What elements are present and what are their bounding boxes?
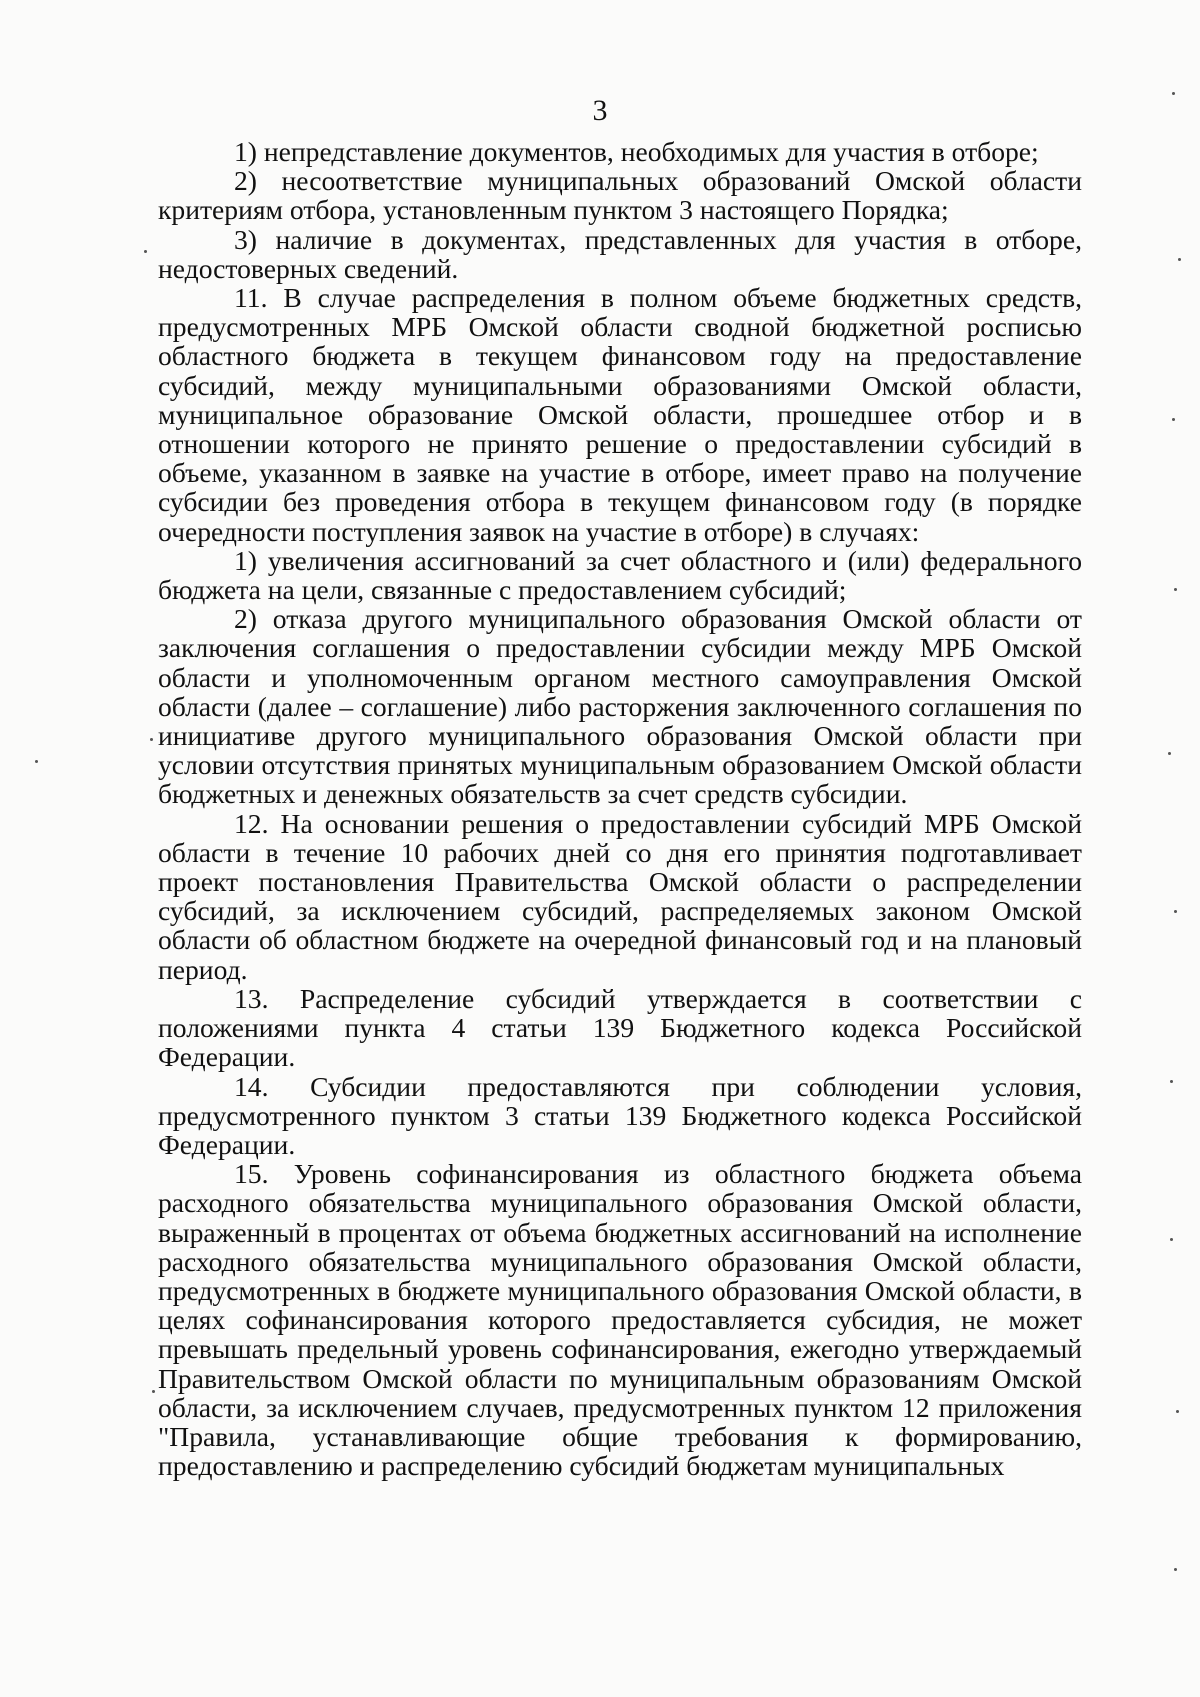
scan-speck (144, 250, 147, 253)
scan-speck (1170, 1080, 1173, 1083)
scan-speck (1174, 1568, 1177, 1571)
paragraph-item-3: 3) наличие в документах, представленных для участия в отборе, недостоверных сведений. (158, 223, 1082, 284)
scan-speck (35, 760, 38, 763)
paragraph-clause-15: 15. Уровень софинансирования из областного бюджета объема расходного обязательства муниципального образования Омской области, выраженный в процентах от объема бюджетных ассигнований на исполнение расходного обязательства муниципального образования Омской области, предусмотренных в бюджете муниципального образования Омской области, в целях софинансирования которого предоставляется субсидия, не может превышать предельный уровень софинансирования, ежегодно утверждаемый Правительством Омской области по муниципальным образованиям Омской области, за исключением случаев, предусмотренных пунктом 12 приложения "Правила, устанавливающие общие требования к формированию, предоставлению и распределению субсидий бюджетам муниципальных (158, 1158, 1082, 1482)
paragraph-item-2: 2) несоответствие муниципальных образований Омской области критериям отбора, установленным пунктом 3 настоящего Порядка; (158, 165, 1082, 226)
paragraph-clause-11-item-1: 1) увеличения ассигнований за счет областного и (или) федерального бюджета на цели, связанные с предоставлением субсидий; (158, 544, 1082, 606)
scan-speck (1176, 1410, 1179, 1413)
paragraph-item-1: 1) непредставление документов, необходимых для участия в отборе; (234, 136, 1039, 167)
paragraph-clause-13: 13. Распределение субсидий утверждается в соответствии с положениями пункта 4 статьи 139 Бюджетного кодекса Российской Федерации. (158, 982, 1082, 1073)
scan-speck (1174, 910, 1177, 913)
scan-speck (1178, 258, 1181, 261)
scan-speck (150, 738, 153, 741)
paragraph-clause-14: 14. Субсидии предоставляются при соблюдении условия, предусмотренного пунктом 3 статьи 139 Бюджетного кодекса Российской Федерации. (158, 1070, 1082, 1160)
paragraph-clause-11-item-2: 2) отказа другого муниципального образования Омской области от заключения соглашения о предоставлении субсидии между МРБ Омской области и уполномоченным органом местного самоуправления Омской области (далее – соглашение) либо расторжения заключенного соглашения по инициативе другого муниципального образования Омской области при условии отсутствия принятых муниципальным образованием Омской области бюджетных и денежных обязательств за счет средств субсидии. (158, 603, 1082, 810)
document-body (158, 137, 1082, 1480)
paragraph-clause-11: 11. В случае распределения в полном объеме бюджетных средств, предусмотренных МРБ Омской области сводной бюджетной росписью областного бюджета в текущем финансовом году на предоставление субсидий, между муниципальными образованиями Омской области, муниципальное образование Омской области, прошедшее отбор и в отношении которого не принято решение о предоставлении субсидий в объеме, указанном в заявке на участие в отборе, имеет право на получение субсидии без проведения отбора в текущем финансовом году (в порядке очередности поступления заявок на участие в отборе) в случаях: (158, 282, 1082, 547)
scan-speck (1170, 1238, 1173, 1241)
scan-speck (152, 1390, 155, 1393)
paragraph-clause-12: 12. На основании решения о предоставлении субсидий МРБ Омской области в течение 10 рабочих дней со дня его принятия подготавливает проект постановления Правительства Омской области о распределении субсидий, за исключением субсидий, распределяемых законом Омской области об областном бюджете на очередной финансовый год и на плановый период. (158, 807, 1082, 985)
page-number: 3 (592, 94, 608, 127)
scan-speck (1172, 418, 1175, 421)
scan-speck (1174, 588, 1177, 591)
scan-speck (1172, 92, 1175, 95)
scan-speck (1168, 752, 1171, 755)
